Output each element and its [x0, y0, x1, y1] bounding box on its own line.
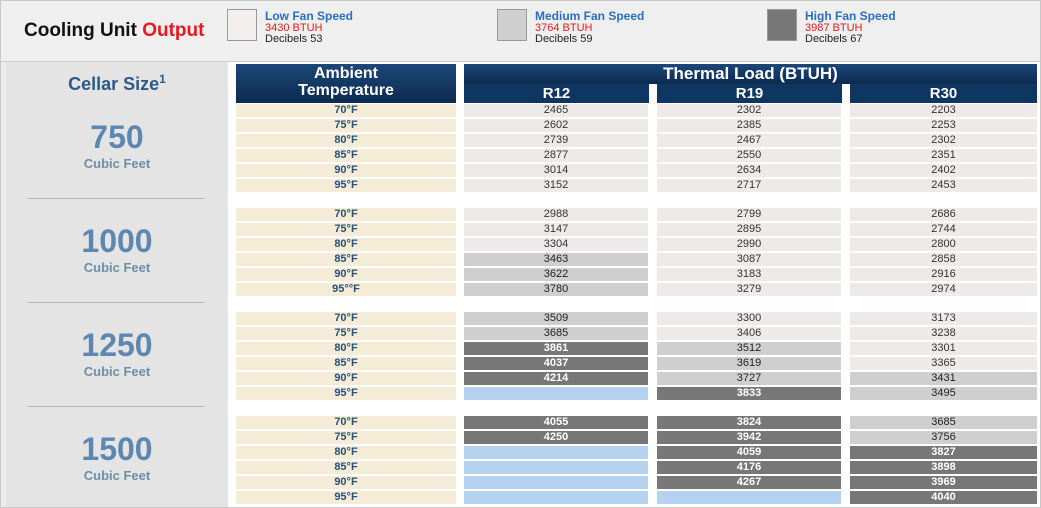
ambient-temp-cell: 70°F [236, 208, 456, 221]
legend-name: Medium Fan Speed [535, 9, 645, 23]
divider [28, 406, 204, 407]
thermal-load-cell [464, 461, 648, 474]
thermal-load-cell: 2453 [850, 179, 1037, 192]
cellar-size-value: 750 [90, 119, 144, 155]
thermal-load-cell: 2895 [657, 223, 841, 236]
ambient-temp-cell: 95°F [236, 179, 456, 192]
thermal-load-cell: 2253 [850, 119, 1037, 132]
legend-swatch-low [227, 9, 257, 41]
thermal-load-cell: 3685 [850, 416, 1037, 429]
thermal-load-cell: 3431 [850, 372, 1037, 385]
cellar-size-label: Cellar Size [68, 74, 160, 94]
thermal-load-cell: 2990 [657, 238, 841, 251]
thermal-load-cell: 2799 [657, 208, 841, 221]
legend-decibels: Decibels 59 [535, 33, 593, 45]
footnote-marker: 1 [159, 72, 166, 86]
thermal-load-cell: 2302 [657, 104, 841, 117]
ambient-header-line2: Temperature [298, 82, 394, 99]
cellar-size-column [6, 62, 228, 507]
thermal-load-cell: 4037 [464, 357, 648, 370]
thermal-load-cell: 3727 [657, 372, 841, 385]
thermal-load-cell: 3300 [657, 312, 841, 325]
legend-name: High Fan Speed [805, 9, 896, 23]
thermal-load-cell: 4267 [657, 476, 841, 489]
ambient-temp-cell: 75°F [236, 223, 456, 236]
cellar-size-value: 1250 [81, 327, 153, 363]
thermal-load-cell: 3833 [657, 387, 841, 400]
thermal-load-cell: 2385 [657, 119, 841, 132]
ambient-temp-cell: 95°F [236, 387, 456, 400]
thermal-load-cell: 2550 [657, 149, 841, 162]
legend-decibels: Decibels 53 [265, 33, 323, 45]
thermal-load-cell: 3685 [464, 327, 648, 340]
thermal-load-cell: 2602 [464, 119, 648, 132]
thermal-load-cell: 2203 [850, 104, 1037, 117]
thermal-load-cell: 2717 [657, 179, 841, 192]
ambient-temperature-header [236, 64, 456, 103]
thermal-load-cell: 3622 [464, 268, 648, 281]
header-bar [1, 1, 1040, 62]
ambient-header-line1: Ambient [314, 65, 378, 82]
ambient-temp-cell: 75°F [236, 327, 456, 340]
thermal-load-cell: 3942 [657, 431, 841, 444]
cellar-size-1500 [6, 432, 228, 483]
column-header-r12: R12 [464, 84, 649, 103]
ambient-temp-cell: 85°F [236, 253, 456, 266]
legend-swatch-high [767, 9, 797, 41]
ambient-temp-cell: 90°F [236, 164, 456, 177]
ambient-temp-cell: 80°F [236, 134, 456, 147]
thermal-load-cell: 3969 [850, 476, 1037, 489]
title-accent: Output [142, 20, 205, 41]
thermal-load-cell [464, 491, 648, 504]
cellar-size-value: 1500 [81, 431, 153, 467]
thermal-load-cell: 3279 [657, 283, 841, 296]
column-header-r19: R19 [657, 84, 842, 103]
title-main: Cooling Unit [24, 20, 137, 41]
cellar-size-unit: Cubic Feet [83, 468, 151, 483]
thermal-load-cell: 2858 [850, 253, 1037, 266]
page-title [24, 20, 204, 42]
thermal-load-cell: 3495 [850, 387, 1037, 400]
thermal-load-cell: 2800 [850, 238, 1037, 251]
thermal-load-cell: 2465 [464, 104, 648, 117]
cellar-size-unit: Cubic Feet [83, 364, 151, 379]
thermal-load-cell: 3304 [464, 238, 648, 251]
legend-btuh: 3764 BTUH [535, 22, 593, 34]
thermal-load-cell: 2744 [850, 223, 1037, 236]
ambient-temp-cell: 85°F [236, 357, 456, 370]
thermal-load-cell: 3173 [850, 312, 1037, 325]
legend-decibels: Decibels 67 [805, 33, 863, 45]
ambient-temp-cell: 70°F [236, 416, 456, 429]
cellar-size-unit: Cubic Feet [83, 156, 151, 171]
thermal-load-cell: 2974 [850, 283, 1037, 296]
cellar-size-value: 1000 [81, 223, 153, 259]
ambient-temp-cell: 70°F [236, 104, 456, 117]
thermal-load-cell [464, 476, 648, 489]
thermal-load-cell: 3780 [464, 283, 648, 296]
thermal-load-cell: 3087 [657, 253, 841, 266]
thermal-load-cell: 3152 [464, 179, 648, 192]
ambient-temp-cell: 85°F [236, 461, 456, 474]
thermal-load-cell: 3183 [657, 268, 841, 281]
ambient-temp-cell: 90°F [236, 372, 456, 385]
thermal-load-header: Thermal Load (BTUH) [464, 64, 1037, 84]
thermal-load-cell: 2877 [464, 149, 648, 162]
thermal-load-cell: 2402 [850, 164, 1037, 177]
thermal-load-cell: 3147 [464, 223, 648, 236]
thermal-load-cell: 3014 [464, 164, 648, 177]
thermal-load-cell: 4250 [464, 431, 648, 444]
thermal-load-cell: 4214 [464, 372, 648, 385]
thermal-load-cell: 2686 [850, 208, 1037, 221]
thermal-load-cell: 2467 [657, 134, 841, 147]
thermal-load-cell: 3365 [850, 357, 1037, 370]
thermal-load-cell: 3509 [464, 312, 648, 325]
legend-btuh: 3987 BTUH [805, 22, 863, 34]
divider [28, 302, 204, 303]
thermal-load-cell: 3898 [850, 461, 1037, 474]
ambient-temp-cell: 70°F [236, 312, 456, 325]
ambient-temp-cell: 80°F [236, 238, 456, 251]
thermal-load-cell: 2634 [657, 164, 841, 177]
thermal-load-cell: 3406 [657, 327, 841, 340]
ambient-temp-cell: 95°°F [236, 283, 456, 296]
ambient-temp-cell: 90°F [236, 268, 456, 281]
thermal-load-cell: 4176 [657, 461, 841, 474]
thermal-load-cell [657, 491, 841, 504]
cellar-size-1250 [6, 328, 228, 379]
cellar-size-unit: Cubic Feet [83, 260, 151, 275]
ambient-temp-cell: 85°F [236, 149, 456, 162]
ambient-temp-cell: 90°F [236, 476, 456, 489]
thermal-load-table [228, 62, 1040, 507]
thermal-load-cell [464, 387, 648, 400]
thermal-load-cell [464, 446, 648, 459]
thermal-load-cell: 3619 [657, 357, 841, 370]
thermal-load-cell: 3756 [850, 431, 1037, 444]
thermal-load-cell: 4055 [464, 416, 648, 429]
thermal-load-cell: 3301 [850, 342, 1037, 355]
thermal-load-cell: 3827 [850, 446, 1037, 459]
thermal-load-cell: 2351 [850, 149, 1037, 162]
thermal-load-cell: 3512 [657, 342, 841, 355]
thermal-load-cell: 2739 [464, 134, 648, 147]
ambient-temp-cell: 75°F [236, 431, 456, 444]
thermal-load-cell: 2302 [850, 134, 1037, 147]
thermal-load-cell: 4040 [850, 491, 1037, 504]
thermal-load-cell: 4059 [657, 446, 841, 459]
ambient-temp-cell: 80°F [236, 342, 456, 355]
thermal-load-cell: 2916 [850, 268, 1037, 281]
legend-btuh: 3430 BTUH [265, 22, 323, 34]
thermal-load-cell: 3861 [464, 342, 648, 355]
thermal-load-cell: 3463 [464, 253, 648, 266]
cellar-size-1000 [6, 224, 228, 275]
thermal-load-cell: 2988 [464, 208, 648, 221]
ambient-temp-cell: 75°F [236, 119, 456, 132]
legend-name: Low Fan Speed [265, 9, 354, 23]
legend-swatch-medium [497, 9, 527, 41]
ambient-temp-cell: 95°F [236, 491, 456, 504]
cellar-size-750 [6, 120, 228, 171]
thermal-load-cell: 3238 [850, 327, 1037, 340]
divider [28, 198, 204, 199]
ambient-temp-cell: 80°F [236, 446, 456, 459]
cellar-size-header [6, 72, 228, 95]
thermal-load-cell: 3824 [657, 416, 841, 429]
column-header-r30: R30 [850, 84, 1037, 103]
